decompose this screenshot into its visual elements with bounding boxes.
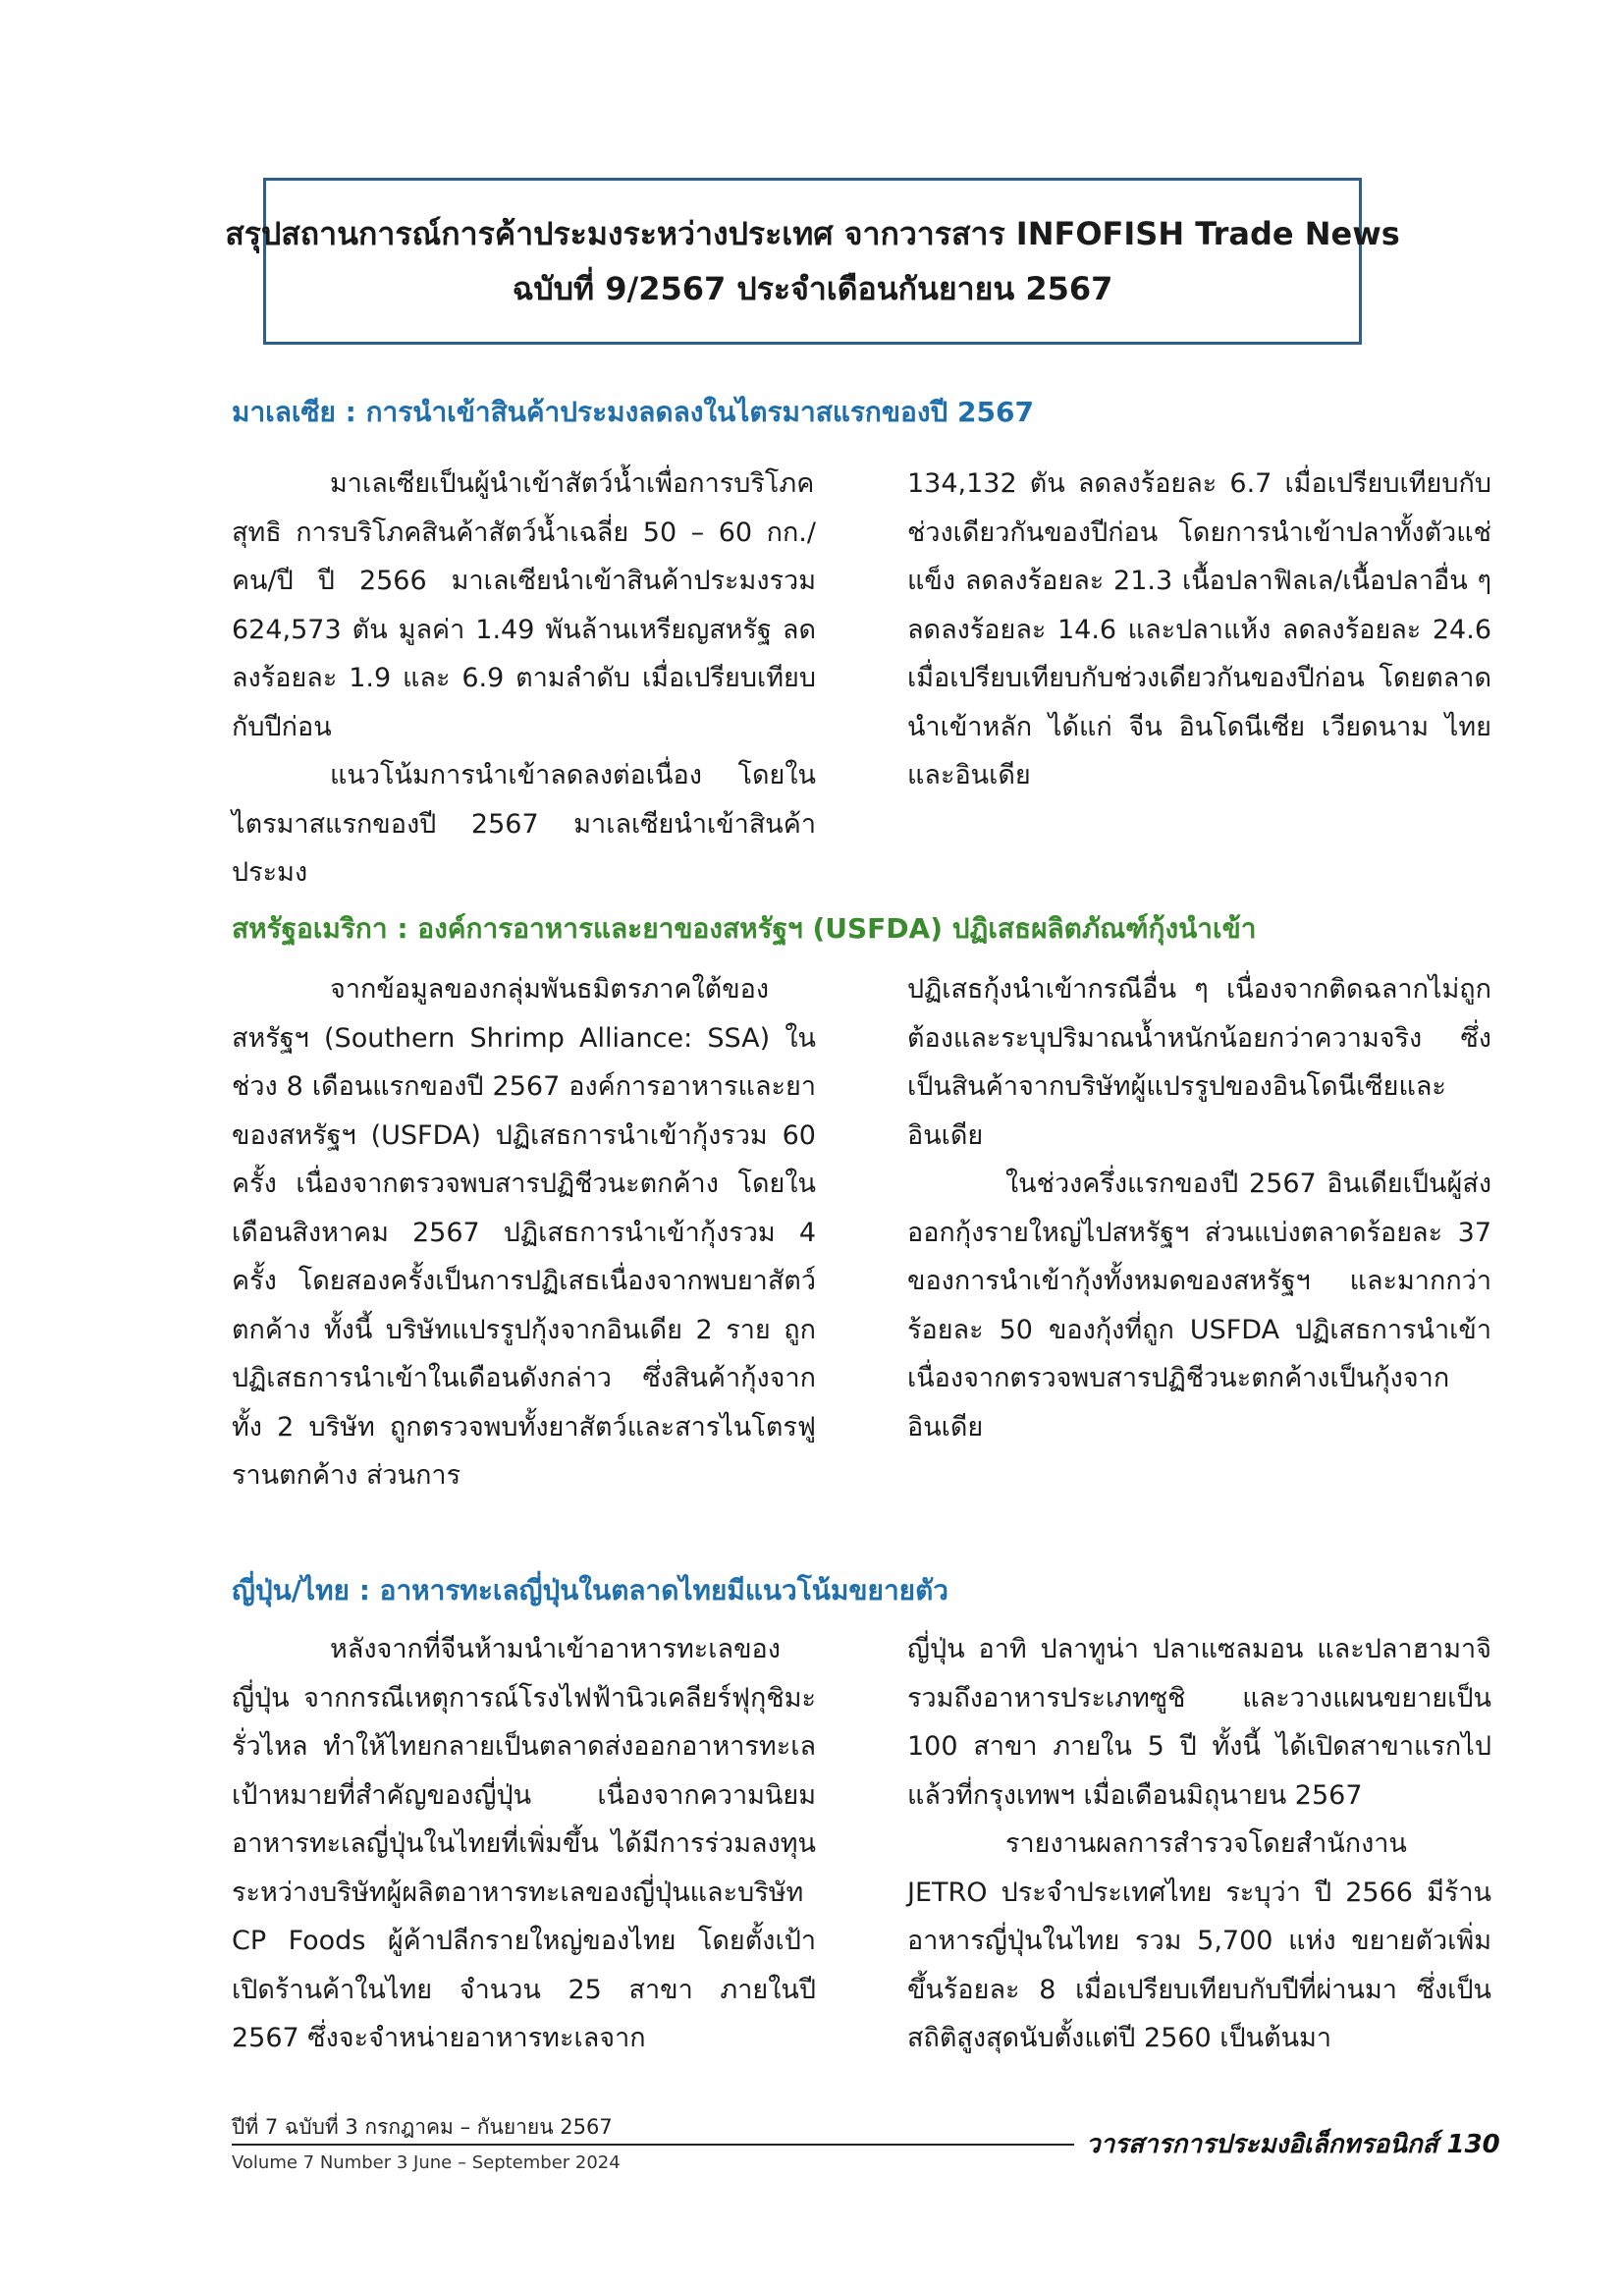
paragraph: รายงานผลการสำรวจโดยสำนักงาน JETRO ประจำประเทศไทย ระบุว่า ปี 2566 มีร้านอาหารญี่ปุ่นในไทย รวม 5,700 แห่ง ขยายตัวเพิ่มขึ้นร้อยละ 8 เมื่อเปรียบเทียบกับปีที่ผ่านมา ซึ่งเป็นสถิติสูงสุดนับตั้งแต่ปี 2560 เป็นต้นมา <box>907 1828 1491 2053</box>
section-japan-left-column <box>232 1625 816 2063</box>
paragraph: แนวโน้มการนำเข้าลดลงต่อเนื่อง โดยในไตรมาสแรกของปี 2567 มาเลเซียนำเข้าสินค้าประมง <box>232 760 816 888</box>
paragraph: 134,132 ตัน ลดลงร้อยละ 6.7 เมื่อเปรียบเทียบกับช่วงเดียวกันของปีก่อน โดยการนำเข้าปลาทั้งตัวแช่แข็ง ลดลงร้อยละ 21.3 เนื้อปลาฟิลเล/เนื้อปลาอื่น ๆ ลดลงร้อยละ 14.6 และปลาแห้ง ลดลงร้อยละ 24.6 เมื่อเปรียบเทียบกับช่วงเดียวกันของปีก่อน โดยตลาดนำเข้าหลัก ได้แก่ จีน อินโดนีเซีย เวียดนาม ไทย และอินเดีย <box>907 468 1491 790</box>
section-japan-right-column <box>907 1625 1491 2063</box>
section-heading-usa: สหรัฐอเมริกา : องค์การอาหารและยาของสหรัฐฯ (USFDA) ปฏิเสธผลิตภัณฑ์กุ้งนำเข้า <box>232 912 1257 945</box>
title-line-2: ฉบับที่ 9/2567 ประจำเดือนกันยายน 2567 <box>512 270 1113 307</box>
footer-divider <box>232 2144 1074 2146</box>
section-heading-japan-thailand: ญี่ปุ่น/ไทย : อาหารทะเลญี่ปุ่นในตลาดไทยมีแนวโน้มขยายตัว <box>232 1574 948 1606</box>
section-usa-left-column <box>232 965 816 1500</box>
paragraph: มาเลเซียเป็นผู้นำเข้าสัตว์น้ำเพื่อการบริโภคสุทธิ การบริโภคสินค้าสัตว์น้ำเฉลี่ย 50 – 60 กก./คน/ปี ปี 2566 มาเลเซียนำเข้าสินค้าประมงรวม 624,573 ตัน มูลค่า 1.49 พันล้านเหรียญสหรัฐ ลดลงร้อยละ 1.9 และ 6.9 ตามลำดับ เมื่อเปรียบเทียบกับปีก่อน <box>232 468 816 742</box>
section-malaysia-right-column <box>907 460 1491 800</box>
footer-issue-thai: ปีที่ 7 ฉบับที่ 3 กรกฎาคม – กันยายน 2567 <box>232 2115 613 2139</box>
paragraph: ในช่วงครึ่งแรกของปี 2567 อินเดียเป็นผู้ส่งออกกุ้งรายใหญ่ไปสหรัฐฯ ส่วนแบ่งตลาดร้อยละ 37 ของการนำเข้ากุ้งทั้งหมดของสหรัฐฯ และมากกว่าร้อยละ 50 ของกุ้งที่ถูก USFDA ปฏิเสธการนำเข้าเนื่องจากตรวจพบสารปฏิชีวนะตกค้างเป็นกุ้งจากอินเดีย <box>907 1169 1491 1442</box>
paragraph: ปฏิเสธกุ้งนำเข้ากรณีอื่น ๆ เนื่องจากติดฉลากไม่ถูกต้องและระบุปริมาณน้ำหนักน้อยกว่าความจริง ซึ่งเป็นสินค้าจากบริษัทผู้แปรรูปของอินโดนีเซียและอินเดีย <box>907 974 1491 1151</box>
paragraph: หลังจากที่จีนห้ามนำเข้าอาหารทะเลของญี่ปุ่น จากกรณีเหตุการณ์โรงไฟฟ้านิวเคลียร์ฟุกุชิมะรั่วไหล ทำให้ไทยกลายเป็นตลาดส่งออกอาหารทะเลเป้าหมายที่สำคัญของญี่ปุ่น เนื่องจากความนิยมอาหารทะเลญี่ปุ่นในไทยที่เพิ่มขึ้น ได้มีการร่วมลงทุนระหว่างบริษัทผู้ผลิตอาหารทะเลของญี่ปุ่นและบริษัท CP Foods ผู้ค้าปลีกรายใหญ่ของไทย โดยตั้งเป้าเปิดร้านค้าในไทย จำนวน 25 สาขา ภายในปี 2567 ซึ่งจะจำหน่ายอาหารทะเลจาก <box>232 1634 816 2053</box>
title-box <box>225 178 1400 345</box>
footer-journal-page: วารสารการประมงอิเล็กทรอนิกส์ 130 <box>1086 2130 1500 2159</box>
section-malaysia-left-column <box>232 460 816 898</box>
section-heading-malaysia: มาเลเซีย : การนำเข้าสินค้าประมงลดลงในไตรมาสแรกของปี 2567 <box>232 396 1034 428</box>
footer-issue-english: Volume 7 Number 3 June – September 2024 <box>232 2152 621 2173</box>
paragraph: จากข้อมูลของกลุ่มพันธมิตรภาคใต้ของสหรัฐฯ (Southern Shrimp Alliance: SSA) ในช่วง 8 เดือนแรกของปี 2567 องค์การอาหารและยาของสหรัฐฯ (USFDA) ปฏิเสธการนำเข้ากุ้งรวม 60 ครั้ง เนื่องจากตรวจพบสารปฏิชีวนะตกค้าง โดยในเดือนสิงหาคม 2567 ปฏิเสธการนำเข้ากุ้งรวม 4 ครั้ง โดยสองครั้งเป็นการปฏิเสธเนื่องจากพบยาสัตว์ตกค้าง ทั้งนี้ บริษัทแปรรูปกุ้งจากอินเดีย 2 ราย ถูกปฏิเสธการนำเข้าในเดือนดังกล่าว ซึ่งสินค้ากุ้งจากทั้ง 2 บริษัท ถูกตรวจพบทั้งยาสัตว์และสารไนโตรฟูรานตกค้าง ส่วนการ <box>232 974 816 1491</box>
paragraph: ญี่ปุ่น อาทิ ปลาทูน่า ปลาแซลมอน และปลาฮามาจิ รวมถึงอาหารประเภทซูชิ และวางแผนขยายเป็น 100 สาขา ภายใน 5 ปี ทั้งนี้ ได้เปิดสาขาแรกไปแล้วที่กรุงเทพฯ เมื่อเดือนมิถุนายน 2567 <box>907 1634 1491 1811</box>
title-line-1: สรุปสถานการณ์การค้าประมงระหว่างประเทศ จากวารสาร INFOFISH Trade News <box>225 215 1400 252</box>
section-usa-right-column <box>907 965 1491 1451</box>
